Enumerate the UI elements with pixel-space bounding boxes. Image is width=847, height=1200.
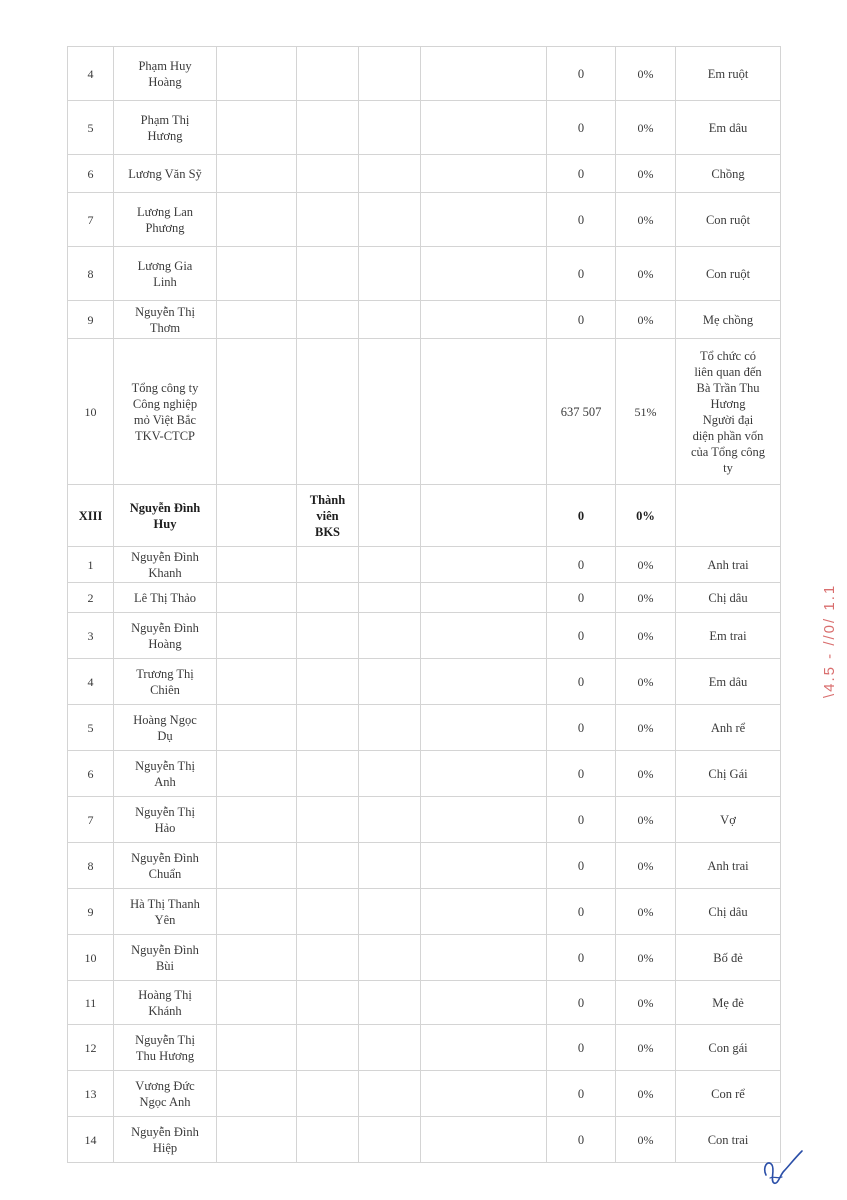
- row-number: 3: [68, 613, 114, 659]
- empty-cell: [217, 301, 297, 339]
- section-header-row: [68, 485, 781, 547]
- row-number: 10: [68, 339, 114, 485]
- empty-cell: [217, 247, 297, 301]
- empty-cell: [297, 301, 359, 339]
- person-name: Lê Thị Thảo: [114, 583, 217, 613]
- section-number: XIII: [68, 485, 114, 547]
- empty-cell: [217, 155, 297, 193]
- empty-cell: [297, 1071, 359, 1117]
- empty-cell: [217, 1071, 297, 1117]
- empty-cell: [217, 101, 297, 155]
- table-row: [68, 613, 781, 659]
- share-percent: 0%: [616, 1071, 676, 1117]
- person-name: Hoàng Ngọc Dụ: [114, 705, 217, 751]
- share-count: 0: [547, 583, 616, 613]
- empty-cell: [421, 751, 547, 797]
- empty-cell: [217, 935, 297, 981]
- share-count: 0: [547, 751, 616, 797]
- table-row: [68, 659, 781, 705]
- empty-cell: [359, 935, 421, 981]
- person-name: Phạm Huy Hoàng: [114, 47, 217, 101]
- relation: Chị dâu: [676, 583, 781, 613]
- row-number: 8: [68, 843, 114, 889]
- empty-cell: [359, 1117, 421, 1163]
- empty-cell: [297, 1117, 359, 1163]
- row-number: 1: [68, 547, 114, 583]
- empty-cell: [359, 889, 421, 935]
- relation: Chị Gái: [676, 751, 781, 797]
- table-row: [68, 935, 781, 981]
- share-percent: 0%: [616, 301, 676, 339]
- empty-cell: [217, 843, 297, 889]
- empty-cell: [217, 981, 297, 1025]
- relation: Anh trai: [676, 547, 781, 583]
- empty-cell: [217, 751, 297, 797]
- share-count: 0: [547, 843, 616, 889]
- empty-cell: [359, 659, 421, 705]
- person-name: Lương Gia Linh: [114, 247, 217, 301]
- table-row: [68, 193, 781, 247]
- share-percent: 0%: [616, 193, 676, 247]
- person-name: Phạm Thị Hương: [114, 101, 217, 155]
- empty-cell: [359, 583, 421, 613]
- empty-cell: [421, 1117, 547, 1163]
- person-name: Hà Thị Thanh Yên: [114, 889, 217, 935]
- empty-cell: [217, 889, 297, 935]
- person-name: Nguyễn Thị Thơm: [114, 301, 217, 339]
- share-count: 0: [547, 705, 616, 751]
- table-row: [68, 797, 781, 843]
- empty-cell: [297, 247, 359, 301]
- person-name: Nguyễn Đình Bùi: [114, 935, 217, 981]
- table-row-organization: [68, 339, 781, 485]
- share-count: 0: [547, 1117, 616, 1163]
- table-row: [68, 247, 781, 301]
- empty-cell: [421, 301, 547, 339]
- empty-cell: [421, 935, 547, 981]
- table-row: [68, 843, 781, 889]
- share-count: 0: [547, 981, 616, 1025]
- row-number: 5: [68, 101, 114, 155]
- empty-cell: [297, 843, 359, 889]
- relation: Tổ chức có liên quan đến Bà Trần Thu Hương Người đại diện phần vốn của Tổng công ty: [676, 339, 781, 485]
- empty-cell: [297, 193, 359, 247]
- person-name: Vương Đức Ngọc Anh: [114, 1071, 217, 1117]
- empty-cell: [421, 47, 547, 101]
- empty-cell: [217, 797, 297, 843]
- person-name: Nguyễn Đình Khanh: [114, 547, 217, 583]
- relation-empty: [676, 485, 781, 547]
- share-percent: 0%: [616, 547, 676, 583]
- relation: Mẹ chồng: [676, 301, 781, 339]
- share-count: 0: [547, 193, 616, 247]
- share-percent: 0%: [616, 583, 676, 613]
- empty-cell: [217, 47, 297, 101]
- share-percent: 0%: [616, 1117, 676, 1163]
- empty-cell: [421, 247, 547, 301]
- share-count: 0: [547, 935, 616, 981]
- row-number: 2: [68, 583, 114, 613]
- empty-cell: [421, 155, 547, 193]
- relation: Con ruột: [676, 193, 781, 247]
- table-row: [68, 1117, 781, 1163]
- empty-cell: [359, 547, 421, 583]
- relation: Em ruột: [676, 47, 781, 101]
- margin-handwritten-mark: \4.5 - //0/ 1.1: [821, 583, 838, 698]
- share-percent: 0%: [616, 705, 676, 751]
- empty-cell: [421, 193, 547, 247]
- empty-cell: [359, 101, 421, 155]
- empty-cell: [297, 751, 359, 797]
- table-row: [68, 1025, 781, 1071]
- row-number: 6: [68, 155, 114, 193]
- share-count: 0: [547, 485, 616, 547]
- relation: Anh trai: [676, 843, 781, 889]
- row-number: 5: [68, 705, 114, 751]
- relation: Bố đẻ: [676, 935, 781, 981]
- relation: Con rể: [676, 1071, 781, 1117]
- signature-initial: [758, 1145, 808, 1190]
- share-percent: 0%: [616, 797, 676, 843]
- empty-cell: [217, 339, 297, 485]
- table-row: [68, 705, 781, 751]
- relation: Con trai: [676, 1117, 781, 1163]
- empty-cell: [217, 1025, 297, 1071]
- empty-cell: [421, 889, 547, 935]
- empty-cell: [421, 981, 547, 1025]
- share-count: 0: [547, 889, 616, 935]
- table-row: [68, 889, 781, 935]
- empty-cell: [421, 101, 547, 155]
- share-percent: 0%: [616, 247, 676, 301]
- person-name: Lương Văn Sỹ: [114, 155, 217, 193]
- row-number: 13: [68, 1071, 114, 1117]
- empty-cell: [297, 1025, 359, 1071]
- relation: Anh rể: [676, 705, 781, 751]
- empty-cell: [217, 613, 297, 659]
- person-name: Hoàng Thị Khánh: [114, 981, 217, 1025]
- person-name: Lương Lan Phương: [114, 193, 217, 247]
- empty-cell: [297, 155, 359, 193]
- empty-cell: [421, 843, 547, 889]
- empty-cell: [297, 705, 359, 751]
- row-number: 9: [68, 889, 114, 935]
- table-row: [68, 301, 781, 339]
- empty-cell: [359, 751, 421, 797]
- relation: Con ruột: [676, 247, 781, 301]
- table-row: [68, 583, 781, 613]
- share-percent: 0%: [616, 485, 676, 547]
- share-count: 0: [547, 659, 616, 705]
- empty-cell: [217, 1117, 297, 1163]
- empty-cell: [297, 889, 359, 935]
- relation: Con gái: [676, 1025, 781, 1071]
- empty-cell: [217, 485, 297, 547]
- share-percent: 0%: [616, 889, 676, 935]
- member-name: Nguyễn Đình Huy: [114, 485, 217, 547]
- empty-cell: [297, 659, 359, 705]
- share-percent: 51%: [616, 339, 676, 485]
- share-percent: 0%: [616, 101, 676, 155]
- row-number: 4: [68, 659, 114, 705]
- table-row: [68, 47, 781, 101]
- table-row: [68, 751, 781, 797]
- empty-cell: [359, 485, 421, 547]
- empty-cell: [421, 485, 547, 547]
- table-row: [68, 1071, 781, 1117]
- empty-cell: [359, 155, 421, 193]
- member-position: Thành viên BKS: [297, 485, 359, 547]
- empty-cell: [359, 301, 421, 339]
- empty-cell: [359, 339, 421, 485]
- share-count: 0: [547, 1025, 616, 1071]
- share-percent: 0%: [616, 981, 676, 1025]
- share-count: 0: [547, 247, 616, 301]
- row-number: 4: [68, 47, 114, 101]
- empty-cell: [217, 659, 297, 705]
- row-number: 7: [68, 797, 114, 843]
- empty-cell: [421, 797, 547, 843]
- share-percent: 0%: [616, 751, 676, 797]
- row-number: 9: [68, 301, 114, 339]
- share-count: 0: [547, 613, 616, 659]
- share-count: 0: [547, 547, 616, 583]
- empty-cell: [359, 843, 421, 889]
- table-body: [68, 47, 781, 1163]
- share-count: 0: [547, 101, 616, 155]
- share-percent: 0%: [616, 613, 676, 659]
- empty-cell: [359, 247, 421, 301]
- share-count: 0: [547, 155, 616, 193]
- empty-cell: [359, 193, 421, 247]
- share-count: 0: [547, 1071, 616, 1117]
- empty-cell: [217, 193, 297, 247]
- empty-cell: [421, 1025, 547, 1071]
- empty-cell: [217, 705, 297, 751]
- empty-cell: [359, 1071, 421, 1117]
- row-number: 6: [68, 751, 114, 797]
- relation: Em dâu: [676, 659, 781, 705]
- share-percent: 0%: [616, 659, 676, 705]
- person-name: Nguyễn Thị Thu Hương: [114, 1025, 217, 1071]
- empty-cell: [297, 101, 359, 155]
- empty-cell: [359, 705, 421, 751]
- empty-cell: [297, 613, 359, 659]
- empty-cell: [297, 981, 359, 1025]
- empty-cell: [421, 583, 547, 613]
- empty-cell: [359, 797, 421, 843]
- relation: Chồng: [676, 155, 781, 193]
- empty-cell: [421, 1071, 547, 1117]
- share-count: 0: [547, 47, 616, 101]
- row-number: 12: [68, 1025, 114, 1071]
- table-row: [68, 981, 781, 1025]
- empty-cell: [421, 613, 547, 659]
- relation: Em trai: [676, 613, 781, 659]
- row-number: 8: [68, 247, 114, 301]
- table-row: [68, 155, 781, 193]
- relation: Em dâu: [676, 101, 781, 155]
- person-name: Nguyễn Đình Chuẩn: [114, 843, 217, 889]
- empty-cell: [421, 547, 547, 583]
- empty-cell: [297, 935, 359, 981]
- person-name: Nguyễn Thị Hảo: [114, 797, 217, 843]
- empty-cell: [297, 547, 359, 583]
- empty-cell: [217, 547, 297, 583]
- person-name: Trương Thị Chiên: [114, 659, 217, 705]
- person-name: Nguyễn Đình Hoàng: [114, 613, 217, 659]
- person-name: Nguyễn Đình Hiệp: [114, 1117, 217, 1163]
- empty-cell: [421, 659, 547, 705]
- empty-cell: [297, 583, 359, 613]
- empty-cell: [421, 705, 547, 751]
- share-percent: 0%: [616, 47, 676, 101]
- empty-cell: [217, 583, 297, 613]
- row-number: 11: [68, 981, 114, 1025]
- empty-cell: [359, 1025, 421, 1071]
- share-percent: 0%: [616, 843, 676, 889]
- empty-cell: [421, 339, 547, 485]
- share-percent: 0%: [616, 1025, 676, 1071]
- relation: Chị dâu: [676, 889, 781, 935]
- share-percent: 0%: [616, 935, 676, 981]
- empty-cell: [359, 613, 421, 659]
- share-count: 0: [547, 797, 616, 843]
- share-count: 637 507: [547, 339, 616, 485]
- empty-cell: [297, 47, 359, 101]
- row-number: 10: [68, 935, 114, 981]
- relation: Vợ: [676, 797, 781, 843]
- relation: Mẹ đẻ: [676, 981, 781, 1025]
- related-persons-table: [67, 46, 781, 1163]
- empty-cell: [359, 981, 421, 1025]
- table-row: [68, 547, 781, 583]
- share-percent: 0%: [616, 155, 676, 193]
- empty-cell: [297, 797, 359, 843]
- share-count: 0: [547, 301, 616, 339]
- organization-name: Tổng công ty Công nghiệp mỏ Việt Bắc TKV-CTCP: [114, 339, 217, 485]
- person-name: Nguyễn Thị Anh: [114, 751, 217, 797]
- row-number: 7: [68, 193, 114, 247]
- row-number: 14: [68, 1117, 114, 1163]
- empty-cell: [359, 47, 421, 101]
- table-row: [68, 101, 781, 155]
- empty-cell: [297, 339, 359, 485]
